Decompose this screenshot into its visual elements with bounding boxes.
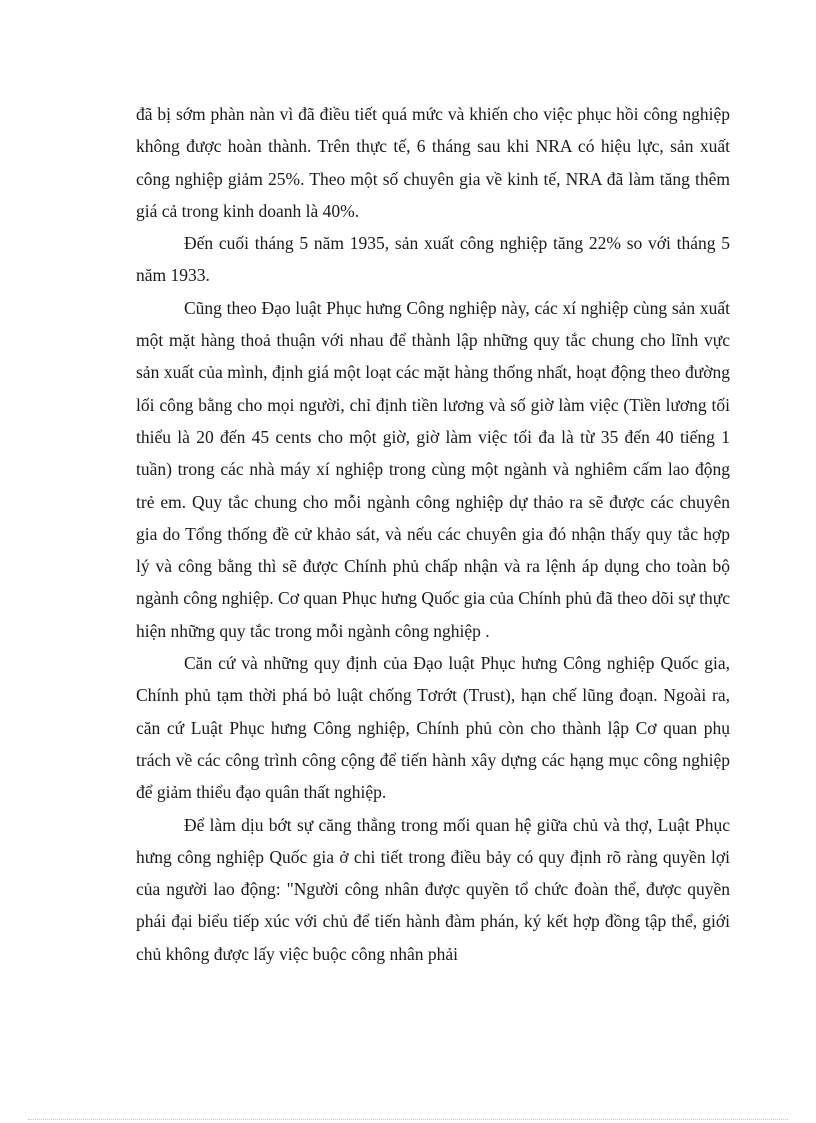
paragraph-1: đã bị sớm phàn nàn vì đã điều tiết quá mức và khiến cho việc phục hồi công nghiệp không được hoàn thành. Trên thực tế, 6 tháng sau khi NRA có hiệu lực, sản xuất công nghiệp giảm 25%. Theo một số chuyên gia về kinh tế, NRA đã làm tăng thêm giá cả trong kinh doanh là 40%. <box>136 104 730 221</box>
paragraph-3: Cũng theo Đạo luật Phục hưng Công nghiệp này, các xí nghiệp cùng sản xuất một mặt hàng thoả thuận với nhau để thành lập những quy tắc chung cho lĩnh vực sản xuất của mình, định giá một loạt các mặt hàng thống nhất, hoạt động theo đường lối công bằng cho mọi người, chỉ định tiền lương và số giờ làm việc (Tiền lương tối thiểu là 20 đến 45 cents cho một giờ, giờ làm việc tối đa là từ 35 đến 40 tiếng 1 tuần) trong các nhà máy xí nghiệp trong cùng một ngành và nghiêm cấm lao động trẻ em. Quy tắc chung cho mỗi ngành công nghiệp dự thảo ra sẽ được các chuyên gia do Tổng thống đề cử khảo sát, và nếu các chuyên gia đó nhận thấy quy tắc hợp lý và công bằng thì sẽ được Chính phủ chấp nhận và ra lệnh áp dụng cho toàn bộ ngành công nghiệp. Cơ quan Phục hưng Quốc gia của Chính phủ đã theo dõi sự thực hiện những quy tắc trong mỗi ngành công nghiệp . <box>136 297 730 641</box>
page-bottom-divider <box>28 1119 788 1120</box>
paragraph-5: Để làm dịu bớt sự căng thẳng trong mối quan hệ giữa chủ và thợ, Luật Phục hưng công nghiệp Quốc gia ở chi tiết trong điều bảy có quy định rõ ràng quyền lợi của người lao động: "Người công nhân được quyền tổ chức đoàn thể, được quyền phái đại biểu tiếp xúc với chủ để tiến hành đàm phán, ký kết hợp đồng tập thể, giới chủ không được lấy việc buộc công nhân phải <box>136 814 730 964</box>
document-body <box>136 98 730 970</box>
paragraph-2: Đến cuối tháng 5 năm 1935, sản xuất công nghiệp tăng 22% so với tháng 5 năm 1933. <box>136 233 730 286</box>
paragraph-4: Căn cứ và những quy định của Đạo luật Phục hưng Công nghiệp Quốc gia, Chính phủ tạm thời phá bỏ luật chống Tơrớt (Trust), hạn chế lũng đoạn. Ngoài ra, căn cứ Luật Phục hưng Công nghiệp, Chính phủ còn cho thành lập Cơ quan phụ trách về các công trình công cộng để tiến hành xây dựng các hạng mục công nghiệp để giảm thiểu đạo quân thất nghiệp. <box>136 653 730 803</box>
